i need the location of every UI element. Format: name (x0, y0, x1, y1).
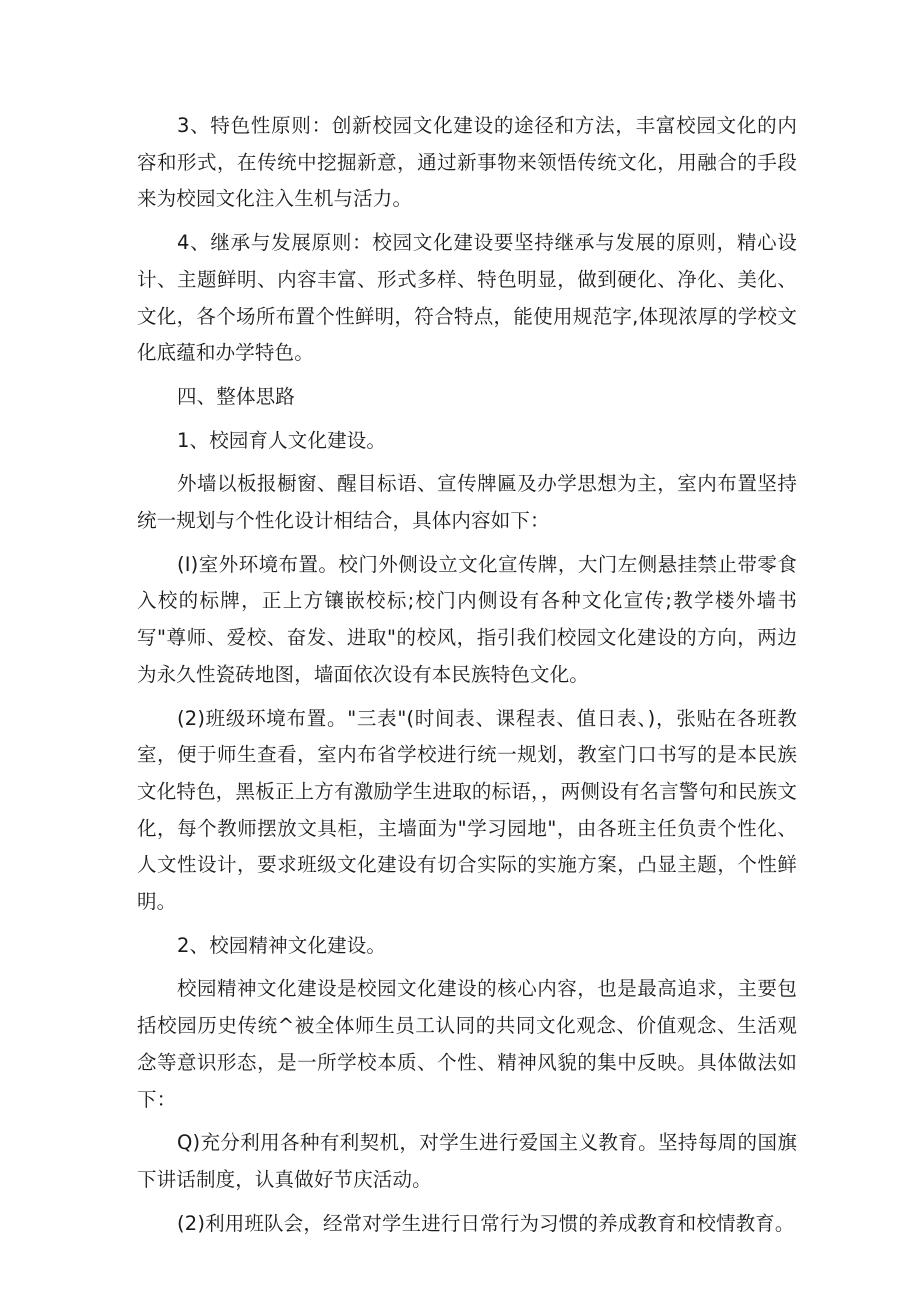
section-heading-overall-approach: 四、整体思路 (177, 384, 295, 408)
paragraph-outdoor-environment: (I)室外环境布置。校门外侧设立文化宣传牌，大门左侧悬挂禁止带零食入校的标牌，正上方镶嵌校标;校门内侧设有各种文化宣传;教学楼外墙书写"尊师、爱校、奋发、进取"的校风，指引我们校园文化建设的方向，两边为永久性瓷砖地图，墙面依次设有本民族特色文化。 (137, 552, 797, 686)
subheading-spiritual-culture: 2、校园精神文化建设。 (177, 933, 387, 957)
paragraph-principle-4: 4、继承与发展原则：校园文化建设要坚持继承与发展的原则，精心设计、主题鲜明、内容丰富、形式多样、特色明显，做到硬化、净化、美化、文化，各个场所布置个性鲜明，符合特点，能使用规范字,体现浓厚的学校文化底蕴和办学特色。 (137, 231, 797, 365)
document-body (137, 108, 797, 1249)
paragraph-class-meeting: (2)利用班队会，经常对学生进行日常行为习惯的养成教育和校情教育。 (177, 1211, 795, 1235)
paragraph-classroom-environment: (2)班级环境布置。"三表"(时间表、课程表、值日表、)，张贴在各班教室，便于师生查看，室内布省学校进行统一规划，教室门口书写的是本民族文化特色，黑板正上方有激励学生进取的标语，，两侧设有名言警句和民族文化，每个教师摆放文具柜，主墙面为"学习园地"，由各班主任负责个性化、人文性设计，要求班级文化建设有切合实际的实施方案，凸显主题，个性鲜明。 (137, 706, 797, 914)
paragraph-wall-layout: 外墙以板报橱窗、醒目标语、宣传牌匾及办学思想为主，室内布置坚持统一规划与个性化设计相结合，具体内容如下： (137, 472, 797, 533)
paragraph-principle-3: 3、特色性原则：创新校园文化建设的途径和方法，丰富校园文化的内容和形式，在传统中挖掘新意，通过新事物来领悟传统文化，用融合的手段来为校园文化注入生机与活力。 (137, 114, 797, 211)
paragraph-patriotic-education: Q)充分利用各种有利契机，对学生进行爱国主义教育。坚持每周的国旗下讲话制度，认真做好节庆活动。 (137, 1131, 797, 1191)
paragraph-spiritual-culture-intro: 校园精神文化建设是校园文化建设的核心内容，也是最高追求，主要包括校园历史传统^被全体师生员工认同的共同文化观念、价值观念、生活观念等意识形态，是一所学校本质、个性、精神风貌的集中反映。具体做法如下： (137, 977, 797, 1111)
subheading-campus-culture: 1、校园育人文化建设。 (177, 428, 387, 452)
